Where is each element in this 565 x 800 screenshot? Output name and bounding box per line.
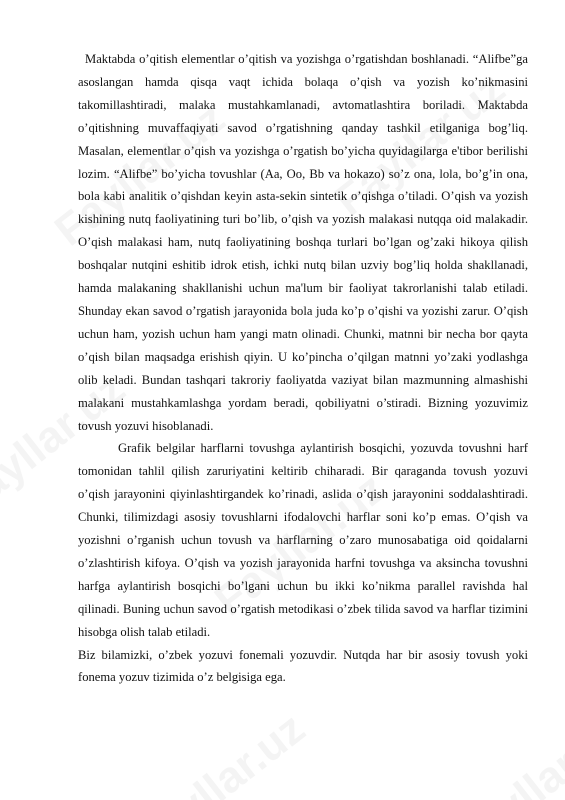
paragraph-3: Biz bilamizki, o’zbek yozuvi fonemali yozuvdir. Nutqda har bir asosiy tovush yoki fonema yozuv tizimida o’z belgisiga ega.	[78, 647, 528, 685]
paragraph-1: Maktabda o’qitish elementlar o’qitish va yozishga o’rgatishdan boshlanadi. “Alifbe”ga asoslangan hamda qisqa vaqt ichida bolaqa o’qish va yozish ko’nikmasini takomillashtiradi, malaka mustahkamlanadi, avtomatlashtira boriladi. Maktabda o’qitishning muvaffaqiyati savod o’rgatishning qanday tashkil etilganiga bog’liq. Masalan, elementlar o’qish va yozishga o’rgatish bo’yicha quyidagilarga e'tibor berilishi lozim. “Alifbe” bo’yicha tovushlar (Aa, Oo, Bb va hokazo) so’z ona, lola, bo’g’in ona, bola kabi analitik o’qishdan keyin asta-sekin sintetik o’qishga o’tiladi. O’qish va yozish kishining nutq faoliyatining turi bo’lib, o’qish va yozish malakasi nutqqa oid malakadir. O’qish malakasi ham, nutq faoliyatining boshqa turlari bo’lgan og’zaki hikoya qilish boshqalar nutqini eshitib idrok etish, ichki nutq bilan uzviy bog’liq holda shakllanadi, hamda malakaning shakllanishi uchun ma'lum bir faoliyat takrorlanishi talab etiladi. Shunday ekan savod o’rgatish jarayonida bola juda ko’p o’qishi va yozishi zarur. O’qish uchun ham, yozish uchun ham yangi matn olinadi. Chunki, matnni bir necha bor qayta o’qish bilan maqsadga erishish qiyin. U ko’pincha o’qilgan matnni yo’zaki yodlashga olib keladi. Bundan tashqari takroriy faoliyatda vaziyat bilan mazmunning almashishi malakani mustahkamlashga yordam beradi, qobiliyatni o’stiradi. Bizning yozuvimiz tovush yozuvi hisoblanadi.	[78, 52, 528, 433]
watermark-logo	[126, 704, 315, 800]
paragraph-2: Grafik belgilar harflarni tovushga aylantirish bosqichi, yozuvda tovushni harf tomonidan tahlil qilish zaruriyatini keltirib chiharadi. Bir qaraganda tovush yozuvi o’qish jarayonini qiyinlashtirgandek ko’rinadi, aslida o’qish jarayonini soddalashtiradi. Chunki, tilimizdagi asosiy tovushlarni ifodalovchi harflar soni ko’p emas. O’qish va yozishni o’rganish uchun tovush va harflarning o’zaro munosabatiga oid qoidalarni o’zlashtirish kifoya. O’qish va yozish jarayonida harfni tovushga va aksincha tovushni harfga aylantirish bosqichi bo’lgani uchun bu ikki ko’nikma parallel ravishda hal qilinadi. Buning uchun savod o’rgatish metodikasi o’zbek tilida savod va harflar tizimini hisobga olish talab etiladi.	[78, 441, 528, 639]
watermark-logo	[446, 704, 565, 800]
document-page	[78, 48, 528, 689]
